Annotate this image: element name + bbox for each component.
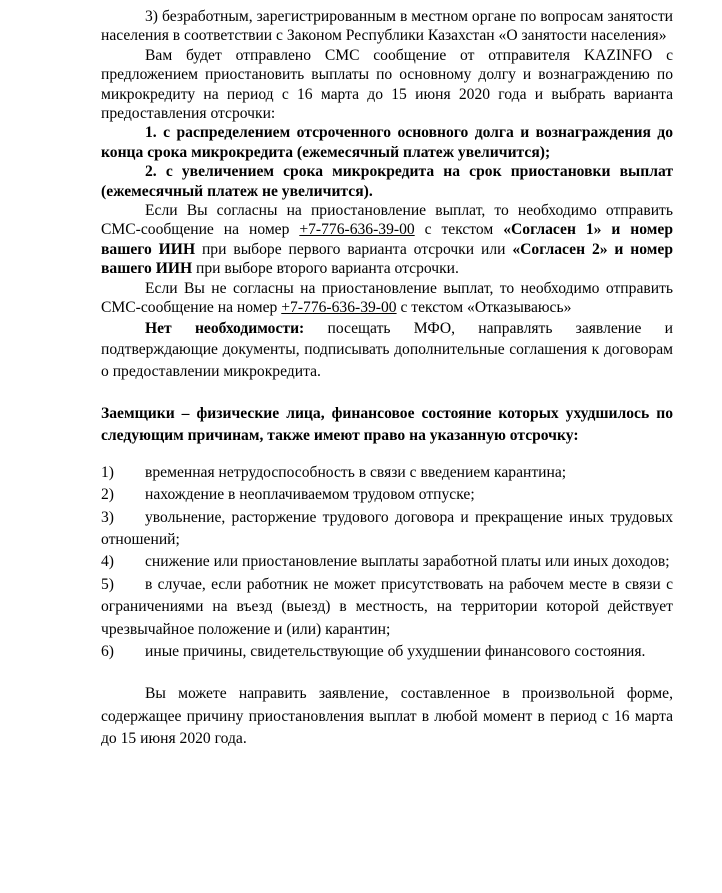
decline-text-2: с текстом «Отказываюсь»: [396, 299, 572, 317]
paragraph-final: Вы можете направить заявление, составленное в произвольной форме, содержащее причину приостановления выплат в любой момент в период с 16 марта до 15 июня 2020 года.: [101, 685, 673, 748]
reason-text: в случае, если работник не может присутствовать на рабочем месте в связи с ограничениями на въезд (выезд) в местность, на территории которой действует чрезвычайное положение и (или) карантин;: [101, 575, 673, 638]
reason-item: [101, 462, 673, 484]
reason-number: 1): [101, 463, 114, 481]
paragraph-unemployed: 3) безработным, зарегистрированным в местном органе по вопросам занятости населения в соответствии с Законом Республики Казахстан «О занятости населения»: [101, 8, 673, 45]
phone-link[interactable]: +7-776-636-39-00: [299, 221, 415, 239]
reason-item: [101, 484, 673, 506]
reason-number: 5): [101, 575, 114, 593]
option-2: 2. с увеличением срока микрокредита на срок приостановки выплат (ежемесячный платеж не увеличится).: [101, 163, 673, 200]
reason-number: 6): [101, 643, 114, 661]
option-1: 1. с распределением отсроченного основного долга и вознаграждения до конца срока микрокредита (ежемесячный платеж увеличится);: [101, 124, 673, 161]
reason-item: [101, 551, 673, 573]
reason-item: [101, 641, 673, 663]
agree-bold-1: «Согласен 1» и номер вашего ИИН: [101, 221, 673, 258]
reason-text: снижение или приостановление выплаты заработной платы или иных доходов;: [145, 553, 670, 571]
reasons-list: [101, 462, 673, 664]
agree-text-3: при выборе первого варианта отсрочки или: [195, 240, 513, 258]
reason-text: увольнение, расторжение трудового договора и прекращение иных трудовых отношений;: [101, 508, 673, 549]
phone-link-decline[interactable]: +7-776-636-39-00: [281, 299, 397, 317]
borrowers-heading: Заемщики – физические лица, финансовое состояние которых ухудшилось по следующим причинам, также имеют право на указанную отсрочку:: [101, 405, 673, 445]
reason-item: [101, 574, 673, 641]
agree-text-2: с текстом: [414, 221, 504, 239]
paragraph-decline: [101, 279, 673, 318]
document-page: [101, 7, 673, 751]
agree-text-4: при выборе второго варианта отсрочки.: [192, 260, 459, 278]
no-need-text: посещать МФО, направлять заявление и подтверждающие документы, подписывать дополнительные соглашения к договорам о предоставлении микрокредита.: [101, 319, 673, 380]
agree-text-1: Если Вы согласны на приостановление выплат, то необходимо отправить СМС-сообщение на номер: [101, 202, 673, 239]
paragraph-no-need: [101, 318, 673, 383]
reason-number: 3): [101, 508, 114, 526]
no-need-label: Нет необходимости:: [145, 319, 305, 337]
paragraph-sms-intro: Вам будет отправлено СМС сообщение от отправителя KAZINFO с предложением приостановить выплаты по основному долгу и вознаграждению по микрокредиту на период с 16 марта до 15 июня 2020 года и выбрать варианта предоставления отсрочки:: [101, 46, 673, 123]
reason-item: [101, 507, 673, 552]
decline-text-1: Если Вы не согласны на приостановление выплат, то необходимо отправить СМС-сообщение на номер: [101, 279, 673, 317]
agree-bold-2: «Согласен 2» и номер вашего ИИН: [101, 240, 673, 278]
paragraph-agree: [101, 201, 673, 279]
reason-text: иные причины, свидетельствующие об ухудшении финансового состояния.: [145, 643, 646, 661]
reason-text: временная нетрудоспособность в связи с введением карантина;: [145, 463, 567, 481]
reason-number: 4): [101, 553, 114, 571]
reason-number: 2): [101, 486, 114, 504]
reason-text: нахождение в неоплачиваемом трудовом отпуске;: [145, 486, 475, 504]
